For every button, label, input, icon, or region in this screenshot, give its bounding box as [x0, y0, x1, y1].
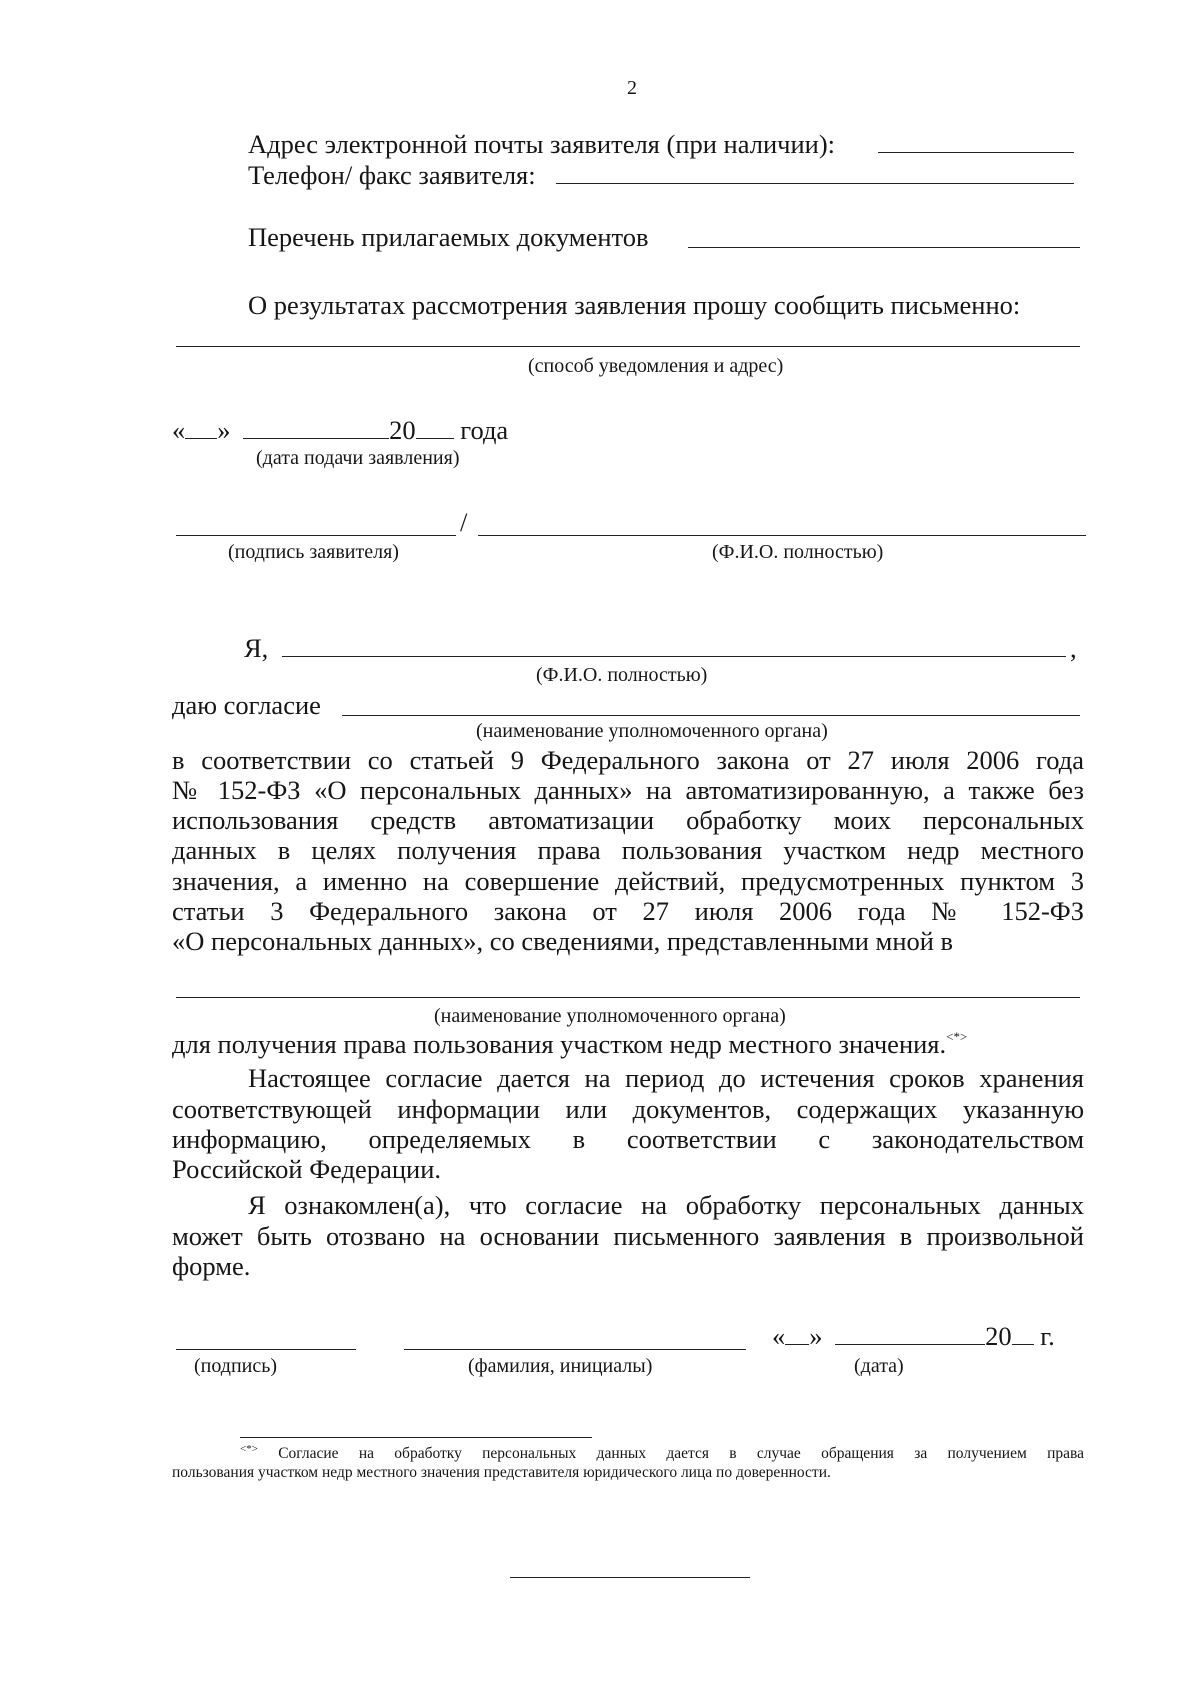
- purpose-line: [172, 1028, 967, 1060]
- quote-open: «: [172, 415, 186, 445]
- footnote-text-1: Согласие на обработку персональных данных дается в случае обращения за получением права: [278, 1445, 1084, 1462]
- final-year-prefix: 20: [985, 1321, 1012, 1351]
- result-blank: [176, 346, 1080, 347]
- footnote-line-2: пользования участком недр местного значения представителя юридического лица по доверенности.: [172, 1464, 831, 1481]
- period-line: Настоящее согласие дается на период до истечения сроков хранения: [248, 1063, 1084, 1093]
- paragraph-line: «О персональных данных», со сведениями, представленными мной в: [172, 926, 954, 956]
- phone-label: Телефон/ факс заявителя:: [248, 160, 536, 190]
- consent-org-blank: [342, 715, 1080, 716]
- bottom-separator: [510, 1577, 750, 1578]
- phone-blank: [556, 183, 1074, 184]
- docs-field: [248, 221, 649, 253]
- period-line: соответствующей информации или документов, содержащих указанную: [172, 1094, 1084, 1124]
- date-caption: (дата подачи заявления): [256, 447, 460, 469]
- revocation-line: Я ознакомлен(а), что согласие на обработку персональных данных: [248, 1190, 1084, 1220]
- final-signature-blank: [176, 1349, 356, 1350]
- quote-close: »: [217, 415, 231, 445]
- email-field: [248, 128, 835, 160]
- month-blank: [243, 414, 389, 439]
- period-line: Российской Федерации.: [172, 1154, 441, 1184]
- paragraph-line: статьи 3 Федерального закона от 27 июля 2006 года № 152-ФЗ: [172, 896, 1084, 926]
- paragraph-line: в соответствии со статьей 9 Федерального закона от 27 июля 2006 года: [172, 745, 1084, 775]
- consent-name-blank: [282, 656, 1066, 657]
- final-month-blank: [835, 1320, 985, 1345]
- final-day-blank: [785, 1320, 809, 1345]
- consent-org-caption: (наименование уполномоченного органа): [476, 720, 828, 742]
- final-quote-open: «: [772, 1321, 786, 1351]
- paragraph-line: № 152-ФЗ «О персональных данных» на автоматизированную, а также без: [172, 775, 1084, 805]
- result-request: О результатах рассмотрения заявления прошу сообщить письменно:: [248, 290, 1021, 320]
- docs-label: Перечень прилагаемых документов: [248, 222, 649, 252]
- day-blank: [185, 414, 217, 439]
- name-caption: (Ф.И.О. полностью): [712, 541, 884, 563]
- phone-field: [248, 159, 536, 191]
- consent-org-caption-2: (наименование уполномоченного органа): [434, 1005, 786, 1027]
- consent-org-blank-2: [176, 997, 1080, 998]
- final-date-caption: (дата): [854, 1355, 904, 1377]
- paragraph-line: использования средств автоматизации обработку моих персональных: [172, 805, 1084, 835]
- footnote-mark: <*>: [240, 1443, 258, 1455]
- email-label: Адрес электронной почты заявителя (при наличии):: [248, 129, 836, 159]
- page-number: 2: [627, 77, 637, 99]
- revocation-line: форме.: [172, 1251, 251, 1281]
- paragraph-line: данных в целях получения права пользования участком недр местного: [172, 835, 1084, 865]
- applicant-name-blank: [478, 535, 1086, 536]
- final-year-blank: [1012, 1320, 1034, 1345]
- final-name-caption: (фамилия, инициалы): [468, 1355, 653, 1377]
- consent-comma: ,: [1070, 633, 1077, 663]
- docs-blank: [688, 247, 1080, 248]
- email-blank: [878, 152, 1074, 153]
- consent-ya: Я,: [244, 633, 269, 663]
- final-name-blank: [404, 1349, 746, 1350]
- footnote-separator: [240, 1437, 592, 1438]
- revocation-line: может быть отозвано на основании письменного заявления в произвольной: [172, 1221, 1084, 1251]
- consent-name-caption: (Ф.И.О. полностью): [536, 664, 708, 686]
- application-date: [172, 414, 508, 446]
- footnote-reference: <*>: [946, 1029, 968, 1044]
- final-date: [772, 1320, 1055, 1352]
- year-blank: [416, 414, 454, 439]
- purpose-text: для получения права пользования участком недр местного значения.: [172, 1029, 947, 1059]
- applicant-signature-blank: [176, 535, 456, 536]
- give-consent: даю согласие: [172, 690, 321, 720]
- period-line: информацию, определяемых в соответствии с законодательством: [172, 1124, 1084, 1154]
- footnote-line-1: [172, 1444, 1084, 1463]
- final-signature-caption: (подпись): [194, 1355, 278, 1377]
- paragraph-line: значения, а именно на совершение действий, предусмотренных пунктом 3: [172, 866, 1084, 896]
- result-caption: (способ уведомления и адрес): [528, 355, 784, 377]
- year-prefix: 20: [389, 415, 416, 445]
- final-quote-close: »: [809, 1321, 823, 1351]
- final-year-suffix: г.: [1040, 1321, 1055, 1351]
- year-word: года: [460, 415, 509, 445]
- footnote: [172, 1444, 1084, 1482]
- slash: /: [460, 507, 468, 537]
- signature-caption: (подпись заявителя): [228, 541, 399, 563]
